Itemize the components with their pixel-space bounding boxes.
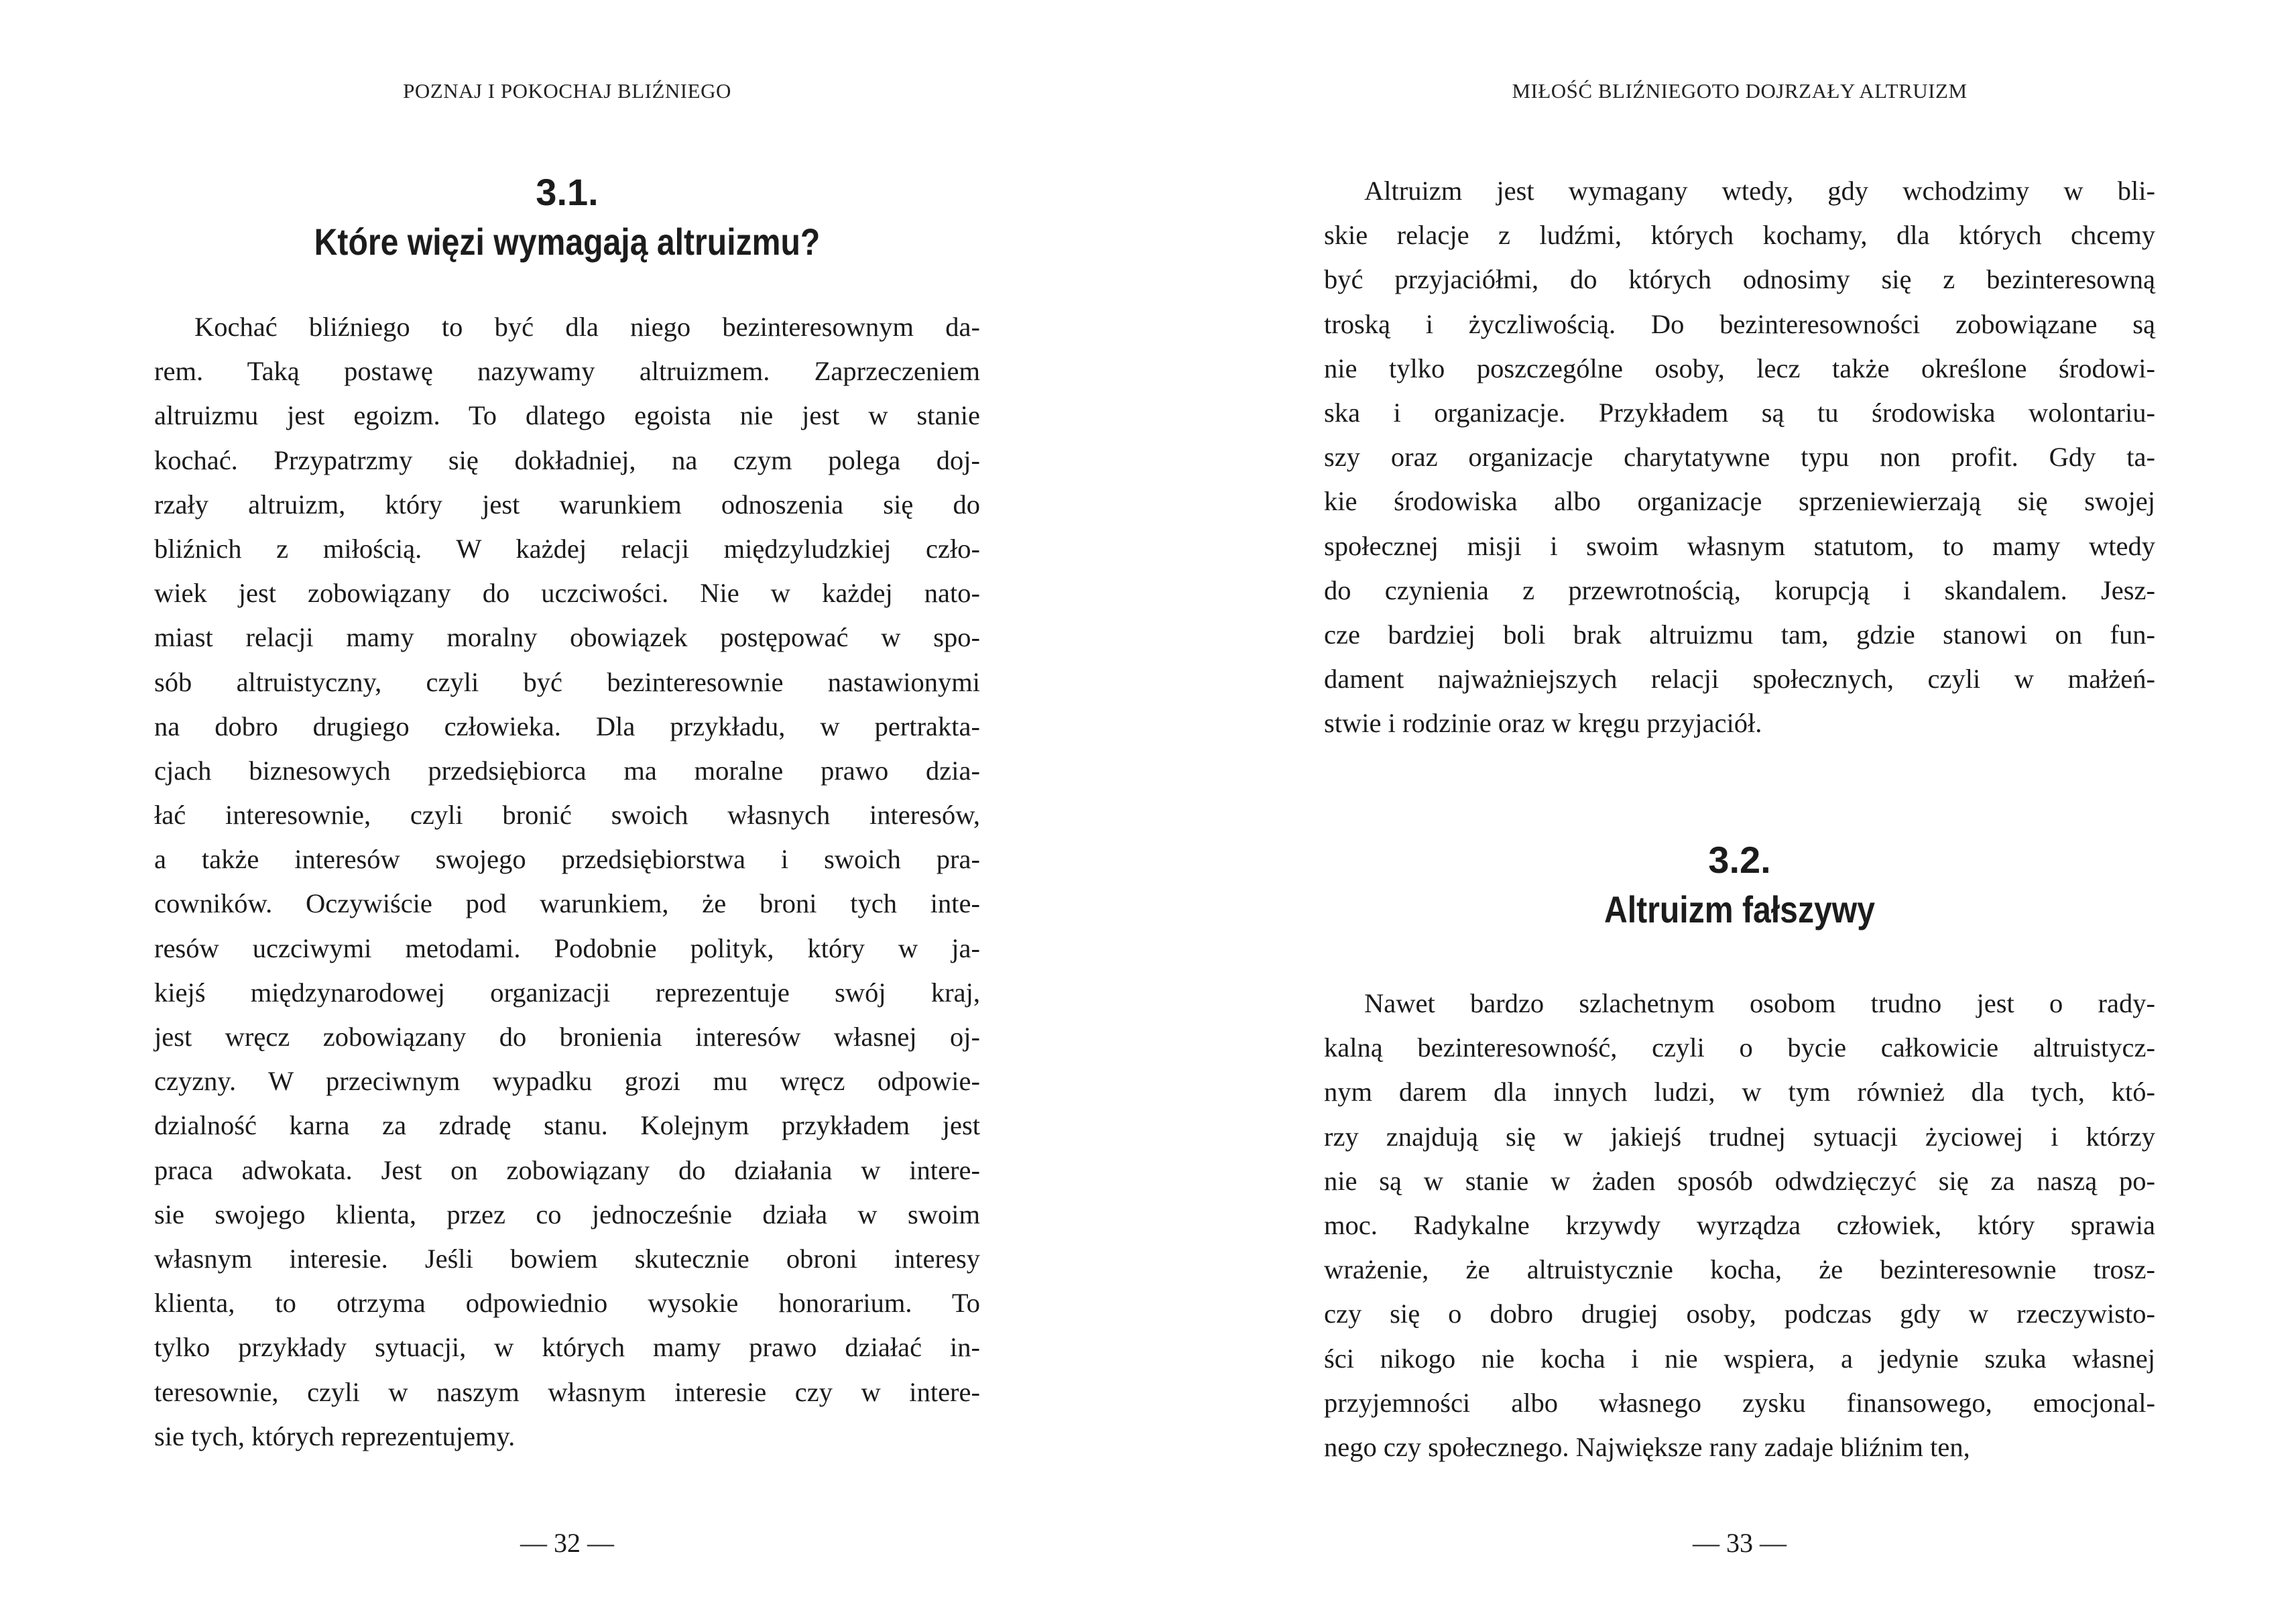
text-line: klienta, to otrzyma odpowiednio wysokie honorarium. To — [154, 1288, 980, 1319]
text-line: a także interesów swojego przedsiębiorstwa i swoich pra- — [154, 844, 980, 875]
text-line: troską i życzliwością. Do bezinteresowności zobowiązane są — [1324, 308, 2155, 339]
section-heading — [154, 168, 980, 267]
text-line: dzialność karna za zdradę stanu. Kolejnym przykładem jest — [154, 1110, 980, 1141]
section-number: 3.2. — [1708, 839, 1771, 881]
text-line: praca adwokata. Jest on zobowiązany do działania w intere- — [154, 1154, 980, 1185]
section-number: 3.1. — [536, 171, 599, 213]
text-line: sób altruistyczny, czyli być bezinteresownie nastawionymi — [154, 666, 980, 697]
text-line: rzały altruizm, który jest warunkiem odnoszenia się do — [154, 489, 980, 520]
paragraph — [1324, 169, 2155, 745]
text-line: dament najważniejszych relacji społecznych, czyli w małżeń- — [1324, 664, 2155, 695]
text-line: cjach biznesowych przedsiębiorca ma moralne prawo dzia- — [154, 755, 980, 786]
right-page — [1324, 0, 2155, 1623]
text-line: czyzny. W przeciwnym wypadku grozi mu wręcz odpowie- — [154, 1066, 980, 1097]
text-line: altruizmu jest egoizm. To dlatego egoista nie jest w stanie — [154, 400, 980, 431]
left-page — [154, 0, 980, 1623]
text-line: rzy znajdują się w jakiejś trudnej sytuacji życiowej i którzy — [1324, 1121, 2155, 1152]
text-line: być przyjaciółmi, do których odnosimy się z bezinteresowną — [1324, 264, 2155, 295]
text-line: rem. Taką postawę nazywamy altruizmem. Zaprzeczeniem — [154, 356, 980, 387]
text-line: ści nikogo nie kocha i nie wspiera, a jedynie szuka własnej — [1324, 1343, 2155, 1374]
text-line: kiejś międzynarodowej organizacji reprezentuje swój kraj, — [154, 977, 980, 1008]
text-line: Altruizm jest wymagany wtedy, gdy wchodzimy w bli- — [1364, 176, 2155, 206]
text-line: miast relacji mamy moralny obowiązek postępować w spo- — [154, 622, 980, 653]
text-line: nie tylko poszczególne osoby, lecz także określone środowi- — [1324, 353, 2155, 383]
text-line: łać interesownie, czyli bronić swoich własnych interesów, — [154, 800, 980, 831]
section-title: Altruizm fałszywy — [1604, 888, 1876, 930]
text-line: cze bardziej boli brak altruizmu tam, gdzie stanowi on fun- — [1324, 619, 2155, 650]
text-line: resów uczciwymi metodami. Podobnie polityk, który w ja- — [154, 933, 980, 963]
section-heading — [1324, 835, 2155, 935]
page-number: — 33 — — [1693, 1528, 1787, 1558]
paragraph — [1324, 981, 2155, 1469]
text-line: Nawet bardzo szlachetnym osobom trudno jest o rady- — [1364, 988, 2155, 1018]
text-line: do czynienia z przewrotnością, korupcją i skandalem. Jesz- — [1324, 575, 2155, 605]
text-line: wiek jest zobowiązany do uczciwości. Nie w każdej nato- — [154, 578, 980, 609]
running-head: POZNAJ I POKOCHAJ BLIŹNIEGO — [403, 79, 731, 103]
text-line: Kochać bliźniego to być dla niego bezinteresownym da- — [194, 312, 980, 342]
text-line: szy oraz organizacje charytatywne typu non profit. Gdy ta- — [1324, 442, 2155, 473]
text-line: nego czy społecznego. Największe rany zadaje bliźnim ten, — [1324, 1431, 1970, 1462]
text-line: nie są w stanie w żaden sposób odwdzięczyć się za naszą po- — [1324, 1165, 2155, 1196]
text-line: kalną bezinteresowność, czyli o bycie całkowicie altruistycz- — [1324, 1032, 2155, 1063]
text-line: kie środowiska albo organizacje sprzeniewierzają się swojej — [1324, 486, 2155, 517]
text-line: kochać. Przypatrzmy się dokładniej, na czym polega doj- — [154, 444, 980, 475]
text-line: bliźnich z miłością. W każdej relacji międzyludzkiej czło- — [154, 533, 980, 564]
text-line: społecznej misji i swoim własnym statutom, to mamy wtedy — [1324, 530, 2155, 561]
text-line: skie relacje z ludźmi, których kochamy, dla których chcemy — [1324, 220, 2155, 251]
text-line: wrażenie, że altruistycznie kocha, że bezinteresownie trosz- — [1324, 1254, 2155, 1285]
text-line: moc. Radykalne krzywdy wyrządza człowiek, który sprawia — [1324, 1209, 2155, 1240]
text-line: jest wręcz zobowiązany do bronienia interesów własnej oj- — [154, 1022, 980, 1052]
text-line: sie swojego klienta, przez co jednocześnie działa w swoim — [154, 1199, 980, 1229]
text-line: ska i organizacje. Przykładem są tu środowiska wolontariu- — [1324, 397, 2155, 428]
text-line: cowników. Oczywiście pod warunkiem, że broni tych inte- — [154, 888, 980, 919]
text-line: własnym interesie. Jeśli bowiem skutecznie obroni interesy — [154, 1243, 980, 1274]
text-line: sie tych, których reprezentujemy. — [154, 1421, 516, 1451]
paragraph — [154, 305, 980, 1459]
page-number: — 32 — — [520, 1528, 614, 1558]
text-line: czy się o dobro drugiej osoby, podczas gdy w rzeczywisto- — [1324, 1299, 2155, 1329]
running-head: MIŁOŚĆ BLIŹNIEGOTO DOJRZAŁY ALTRUIZM — [1512, 79, 1968, 103]
text-line: stwie i rodzinie oraz w kręgu przyjaciół. — [1324, 708, 1762, 739]
text-line: teresownie, czyli w naszym własnym interesie czy w intere- — [154, 1376, 980, 1407]
text-line: przyjemności albo własnego zysku finansowego, emocjonal- — [1324, 1387, 2155, 1418]
text-line: nym darem dla innych ludzi, w tym również dla tych, któ- — [1324, 1077, 2155, 1107]
section-title: Które więzi wymagają altruizmu? — [314, 221, 821, 263]
text-line: na dobro drugiego człowieka. Dla przykładu, w pertrakta- — [154, 711, 980, 741]
text-line: tylko przykłady sytuacji, w których mamy prawo działać in- — [154, 1332, 980, 1363]
